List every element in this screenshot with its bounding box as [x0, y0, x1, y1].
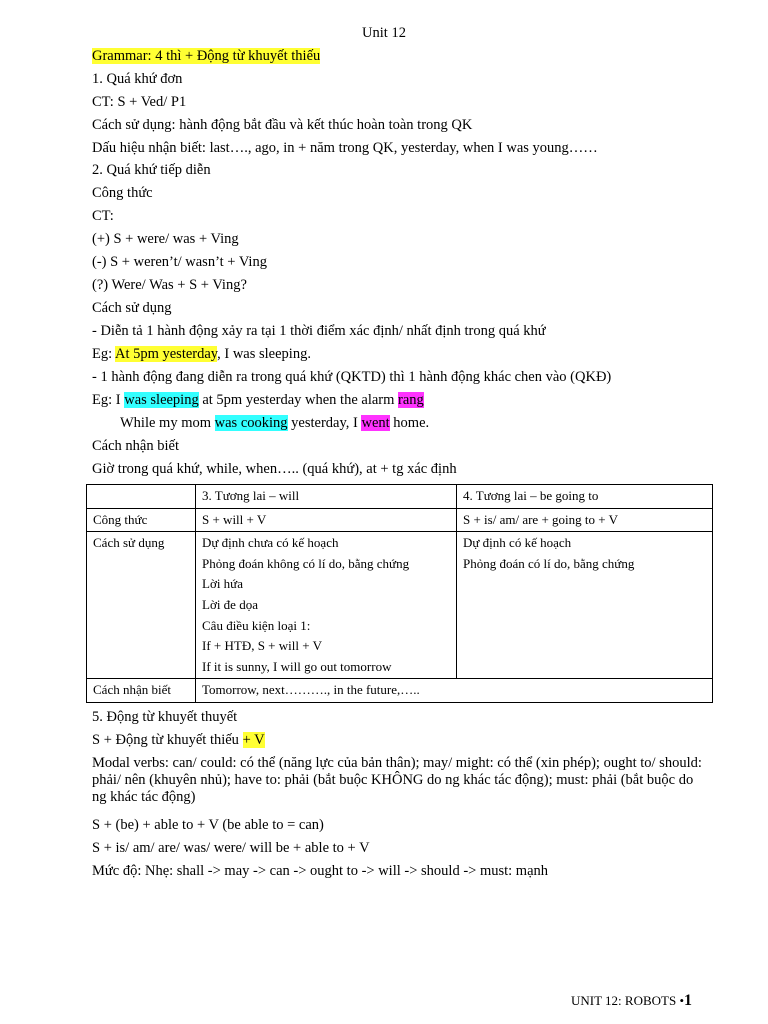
example-3: [120, 415, 429, 432]
table-cell: S + will + V: [196, 508, 457, 532]
example-2-highlight-2: rang: [398, 392, 424, 408]
list-item: Lời đe dọa: [202, 596, 258, 612]
page-title: Unit 12: [362, 25, 406, 41]
page-footer: [571, 992, 692, 1010]
section-5-formula: [92, 732, 265, 749]
section-2-negative: (-) S + weren’t/ wasn’t + Ving: [92, 254, 267, 270]
list-item: Dự định có kế hoạch: [463, 535, 572, 551]
section-2-heading: 2. Quá khứ tiếp diễn: [92, 162, 211, 178]
table-row-label: Công thức: [87, 508, 196, 532]
able-to-line-1: S + (be) + able to + V (be able to = can): [92, 817, 324, 833]
example-3-rest: home.: [389, 415, 430, 431]
section-5-heading: 5. Động từ khuyết thuyết: [92, 709, 238, 725]
example-2: [92, 392, 424, 409]
list-item: Phỏng đoán không có lí do, bằng chứng: [202, 555, 410, 571]
grammar-heading-text: Grammar: 4 thì + Động từ khuyết thiếu: [92, 48, 321, 64]
example-3-highlight-1: was cooking: [214, 415, 288, 431]
footer-label: UNIT 12: ROBOTS •: [570, 993, 684, 1008]
example-2-prefix: Eg: I: [92, 392, 125, 408]
example-3-highlight-2: went: [361, 415, 390, 431]
table-cell: [87, 485, 196, 509]
section-5-formula-prefix: S + Động từ khuyết thiếu: [92, 732, 243, 748]
section-2-positive: (+) S + were/ was + Ving: [92, 231, 239, 247]
list-item: Lời hứa: [202, 576, 243, 592]
table-header-row: [87, 485, 713, 509]
section-1-usage: Cách sử dụng: hành động bắt đầu và kết thúc hoàn toàn trong QK: [92, 117, 473, 133]
section-2-sign-label: Cách nhận biết: [92, 438, 179, 454]
example-1-highlight: At 5pm yesterday: [114, 346, 218, 362]
section-2-usage-label: Cách sử dụng: [92, 300, 172, 316]
example-1-rest: , I was sleeping.: [217, 346, 311, 362]
section-1-formula: CT: S + Ved/ P1: [92, 94, 187, 110]
section-1-heading: 1. Quá khứ đơn: [92, 71, 183, 87]
able-to-line-2: S + is/ am/ are/ was/ were/ will be + able to + V: [92, 840, 370, 856]
example-3-middle: yesterday, I: [287, 415, 362, 431]
section-5-formula-highlight: + V: [242, 732, 265, 748]
table-row-signs: [87, 679, 713, 703]
table-cell: S + is/ am/ are + going to + V: [457, 508, 713, 532]
modal-verbs-paragraph: Modal verbs: can/ could: có thể (năng lực của bản thân); may/ might: có thể (xin phép); ought to/ should: phải/ nên (khuyên nhủ); have to: phải (bắt buộc KHÔNG do ng khác tác động); must: phải (bắt buộc do ng khác tác động): [92, 755, 702, 805]
example-1-prefix: Eg:: [92, 346, 115, 362]
list-item: If + HTĐ, S + will + V: [202, 638, 322, 654]
table-header-will: 3. Tương lai – will: [196, 485, 457, 509]
example-2-highlight-1: was sleeping: [124, 392, 199, 408]
section-2-formula-label: Công thức: [92, 185, 153, 201]
list-item: Dự định chưa có kế hoạch: [202, 535, 339, 551]
table-cell-usage-will: [196, 532, 457, 679]
page-number: 1: [684, 992, 692, 1009]
modal-level-line: Mức độ: Nhẹ: shall -> may -> can -> ought to -> will -> should -> must: mạnh: [92, 863, 549, 879]
table-cell: Tomorrow, next………., in the future,…..: [196, 679, 713, 703]
section-2-ct: CT:: [92, 208, 114, 224]
table-header-going-to: 4. Tương lai – be going to: [457, 485, 713, 509]
example-2-middle: at 5pm yesterday when the alarm: [198, 392, 399, 408]
table-row-label: Cách sử dụng: [87, 532, 196, 679]
table-row-usage: [87, 532, 713, 679]
table-row-formula: [87, 508, 713, 532]
list-item: If it is sunny, I will go out tomorrow: [202, 658, 392, 674]
section-2-question: (?) Were/ Was + S + Ving?: [92, 277, 247, 293]
example-1: [92, 346, 311, 363]
table-row-label: Cách nhận biết: [87, 679, 196, 703]
list-item: Câu điều kiện loại 1:: [202, 617, 311, 633]
grammar-heading: [92, 48, 320, 65]
section-2-usage-2: - 1 hành động đang diễn ra trong quá khứ (QKTD) thì 1 hành động khác chen vào (QKĐ): [92, 369, 612, 385]
table-cell-usage-going-to: [457, 532, 713, 679]
section-1-signs: Dấu hiệu nhận biết: last…., ago, in + năm trong QK, yesterday, when I was young……: [92, 140, 598, 156]
list-item: Phỏng đoán có lí do, bằng chứng: [463, 555, 635, 571]
future-tenses-table: [86, 484, 713, 703]
section-2-signs: Giờ trong quá khứ, while, when….. (quá khứ), at + tg xác định: [92, 461, 457, 477]
section-2-usage-1: - Diễn tả 1 hành động xảy ra tại 1 thời điểm xác định/ nhất định trong quá khứ: [92, 323, 546, 339]
example-3-prefix: While my mom: [120, 415, 215, 431]
